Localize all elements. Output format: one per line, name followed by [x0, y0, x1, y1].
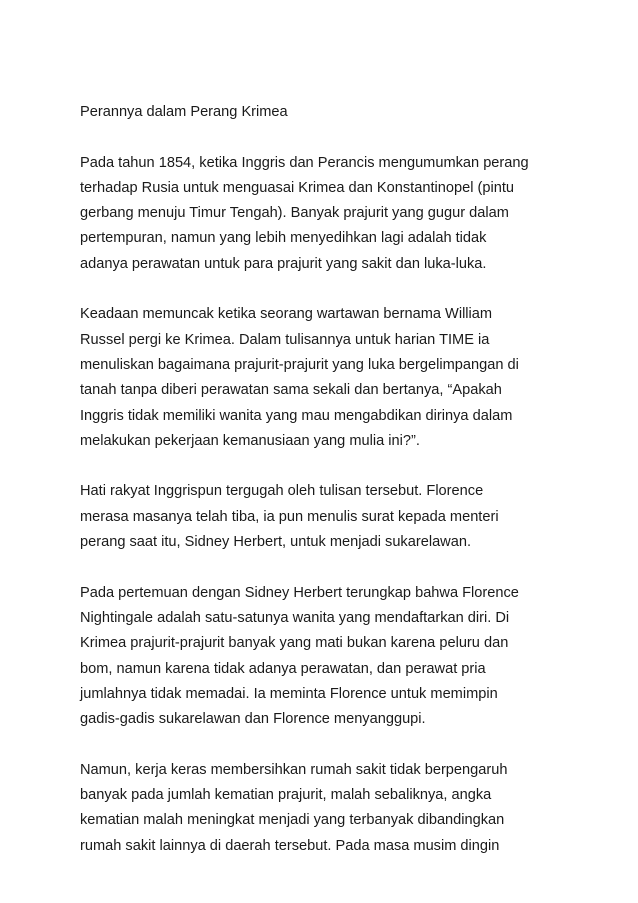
paragraph-line: banyak pada jumlah kematian prajurit, malah sebaliknya, angka [80, 787, 492, 804]
paragraph-gap [80, 555, 570, 580]
paragraph-gap [80, 125, 570, 150]
paragraph-line: terhadap Rusia untuk menguasai Krimea dan Konstantinopel (pintu [80, 179, 515, 196]
paragraph-line: kematian malah meningkat menjadi yang terbanyak dibandingkan [80, 812, 505, 829]
paragraph-3 [80, 479, 570, 555]
paragraph-5 [80, 758, 570, 859]
paragraph-line: Nightingale adalah satu-satunya wanita yang mendaftarkan diri. Di [80, 609, 510, 626]
section-heading: Perannya dalam Perang Krimea [80, 104, 288, 120]
paragraph-1 [80, 151, 570, 277]
paragraph-gap [80, 732, 570, 757]
paragraph-line: bom, namun karena tidak adanya perawatan, dan perawat pria [80, 660, 486, 677]
paragraph-gap [80, 277, 570, 302]
paragraph-line: Inggris tidak memiliki wanita yang mau mengabdikan dirinya dalam [80, 407, 513, 424]
paragraph-line: jumlahnya tidak memadai. Ia meminta Florence untuk memimpin [80, 685, 498, 702]
paragraph-line: merasa masanya telah tiba, ia pun menulis surat kepada menteri [80, 508, 499, 525]
paragraph-line: gadis-gadis sukarelawan dan Florence menyanggupi. [80, 711, 426, 728]
paragraph-line: menuliskan bagaimana prajurit-prajurit yang luka bergelimpangan di [80, 356, 519, 373]
paragraph-line: Pada pertemuan dengan Sidney Herbert terungkap bahwa Florence [80, 584, 519, 601]
paragraph-line: Russel pergi ke Krimea. Dalam tulisannya untuk harian TIME ia [80, 331, 490, 348]
paragraph-line: tanah tanpa diberi perawatan sama sekali dan bertanya, “Apakah [80, 382, 502, 399]
paragraph-line: rumah sakit lainnya di daerah tersebut. Pada masa musim dingin [80, 837, 500, 854]
paragraph-line: Krimea prajurit-prajurit banyak yang mati bukan karena peluru dan [80, 635, 509, 652]
paragraph-line: pertempuran, namun yang lebih menyedihkan lagi adalah tidak [80, 230, 487, 247]
paragraph-line: Keadaan memuncak ketika seorang wartawan bernama William [80, 306, 493, 323]
paragraph-line: Pada tahun 1854, ketika Inggris dan Perancis mengumumkan perang [80, 154, 529, 171]
paragraph-2 [80, 302, 570, 454]
paragraph-line: gerbang menuju Timur Tengah). Banyak prajurit yang gugur dalam [80, 205, 509, 222]
document-body [80, 100, 570, 859]
paragraph-line: adanya perawatan untuk para prajurit yang sakit dan luka-luka. [80, 255, 487, 272]
paragraph-line: perang saat itu, Sidney Herbert, untuk menjadi sukarelawan. [80, 534, 472, 551]
paragraph-gap [80, 454, 570, 479]
paragraph-line: melakukan pekerjaan kemanusiaan yang mulia ini?”. [80, 432, 420, 449]
paragraph-line: Namun, kerja keras membersihkan rumah sakit tidak berpengaruh [80, 761, 508, 778]
paragraph-4 [80, 581, 570, 733]
paragraph-line: Hati rakyat Inggrispun tergugah oleh tulisan tersebut. Florence [80, 483, 484, 500]
